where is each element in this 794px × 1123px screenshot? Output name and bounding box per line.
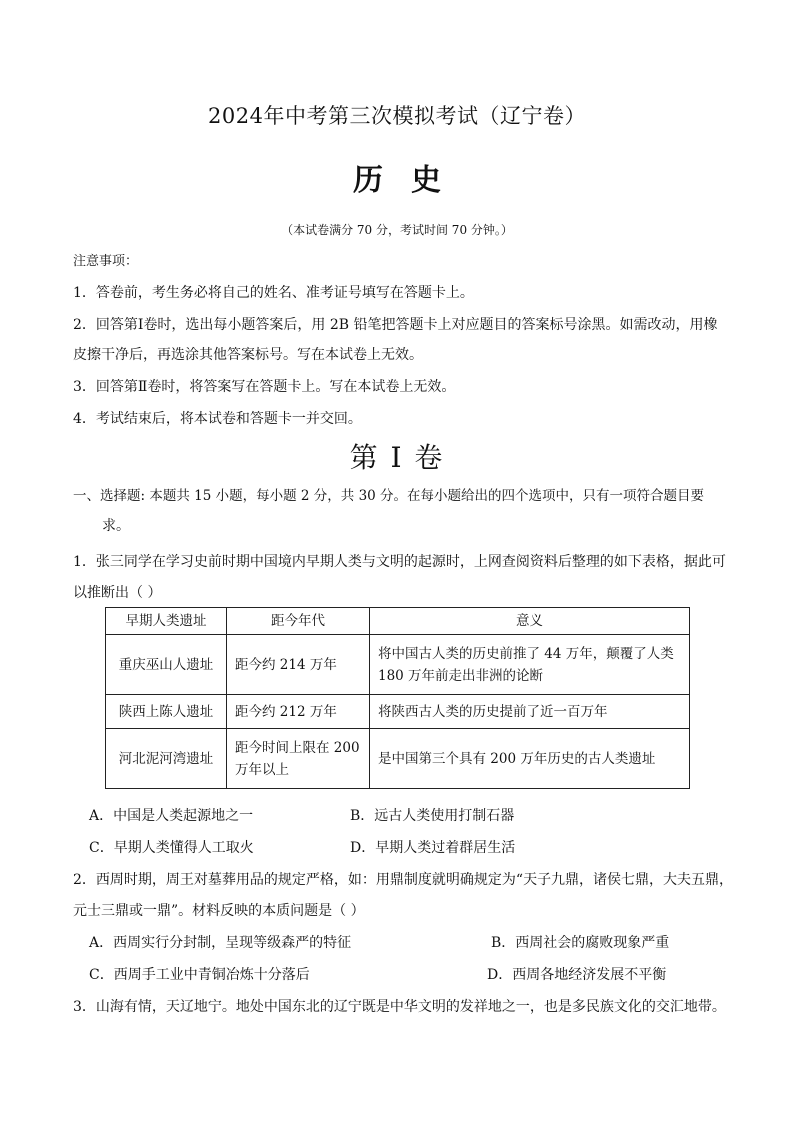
table-cell: 陕西上陈人遗址 xyxy=(106,695,227,729)
note-item: 1．答卷前，考生务必将自己的姓名、准考证号填写在答题卡上。 xyxy=(73,285,474,301)
question-1-option-b: B．远古人类使用打制石器 xyxy=(350,808,515,824)
note-item: 3．回答第Ⅱ卷时，将答案写在答题卡上。写在本试卷上无效。 xyxy=(73,379,456,395)
exam-info: （本试卷满分 70 分，考试时间 70 分钟。） xyxy=(281,223,513,237)
question-2-option-b: B．西周社会的腐败现象严重 xyxy=(491,935,670,951)
table-cell: 将陕西古人类的历史提前了近一百万年 xyxy=(370,695,690,729)
table-cell: 距今约 214 万年 xyxy=(227,635,370,695)
question-2-stem-cont: 元士三鼎或一鼎”。材料反映的本质问题是（ ） xyxy=(73,903,365,919)
question-1-option-d: D．早期人类过着群居生活 xyxy=(350,840,516,856)
table-header-row xyxy=(106,608,690,635)
table-row xyxy=(106,729,690,789)
subject-title: 历史 xyxy=(353,163,469,198)
table-row xyxy=(106,695,690,729)
section-title: 第 I 卷 xyxy=(349,441,445,474)
table-cell: 河北泥河湾遗址 xyxy=(106,729,227,789)
question-1-stem: 1．张三同学在学习史前时期中国境内早期人类与文明的起源时，上网查阅资料后整理的如下表格，据此可 xyxy=(73,554,726,570)
question-2-option-c: C．西周手工业中青铜冶炼十分落后 xyxy=(89,967,310,983)
note-item: 皮擦干净后，再选涂其他答案标号。写在本试卷上无效。 xyxy=(73,347,423,363)
table-cell: 距今时间上限在 200 万年以上 xyxy=(227,729,370,789)
table-row xyxy=(106,635,690,695)
section-instruction-cont: 求。 xyxy=(102,518,130,534)
section-instruction: 一、选择题: 本题共 15 小题，每小题 2 分，共 30 分。在每小题给出的四个选项中，只有一项符合题目要 xyxy=(73,488,705,504)
exam-title: 2024年中考第三次模拟考试（辽宁卷） xyxy=(208,104,586,128)
question-1-option-c: C．早期人类懂得人工取火 xyxy=(89,840,254,856)
question-2-option-d: D．西周各地经济发展不平衡 xyxy=(487,967,667,983)
table-cell: 重庆巫山人遗址 xyxy=(106,635,227,695)
table-cell: 是中国第三个具有 200 万年历史的古人类遗址 xyxy=(370,729,690,789)
table-header: 距今年代 xyxy=(227,608,370,635)
table-cell: 距今约 212 万年 xyxy=(227,695,370,729)
note-item: 4．考试结束后，将本试卷和答题卡一并交回。 xyxy=(73,411,362,427)
notes-heading: 注意事项： xyxy=(73,254,139,269)
question-1-option-a: A．中国是人类起源地之一 xyxy=(89,808,254,824)
table-cell: 将中国古人类的历史前推了 44 万年，颠覆了人类 180 万年前走出非洲的论断 xyxy=(370,635,690,695)
table-header: 意义 xyxy=(370,608,690,635)
question-3-stem: 3．山海有情，天辽地宁。地处中国东北的辽宁既是中华文明的发祥地之一，也是多民族文化的交汇地带。 xyxy=(73,999,726,1015)
question-2-stem: 2．西周时期，周王对墓葬用品的规定严格，如：用鼎制度就明确规定为“天子九鼎，诸侯七鼎，大夫五鼎， xyxy=(73,872,734,888)
sites-table xyxy=(105,607,690,789)
note-item: 2．回答第Ⅰ卷时，选出每小题答案后，用 2B 铅笔把答题卡上对应题目的答案标号涂黑。如需改动，用橡 xyxy=(73,317,718,333)
question-1-stem-cont: 以推断出（ ） xyxy=(73,585,162,601)
table-header: 早期人类遗址 xyxy=(106,608,227,635)
question-2-option-a: A．西周实行分封制，呈现等级森严的特征 xyxy=(89,935,352,951)
